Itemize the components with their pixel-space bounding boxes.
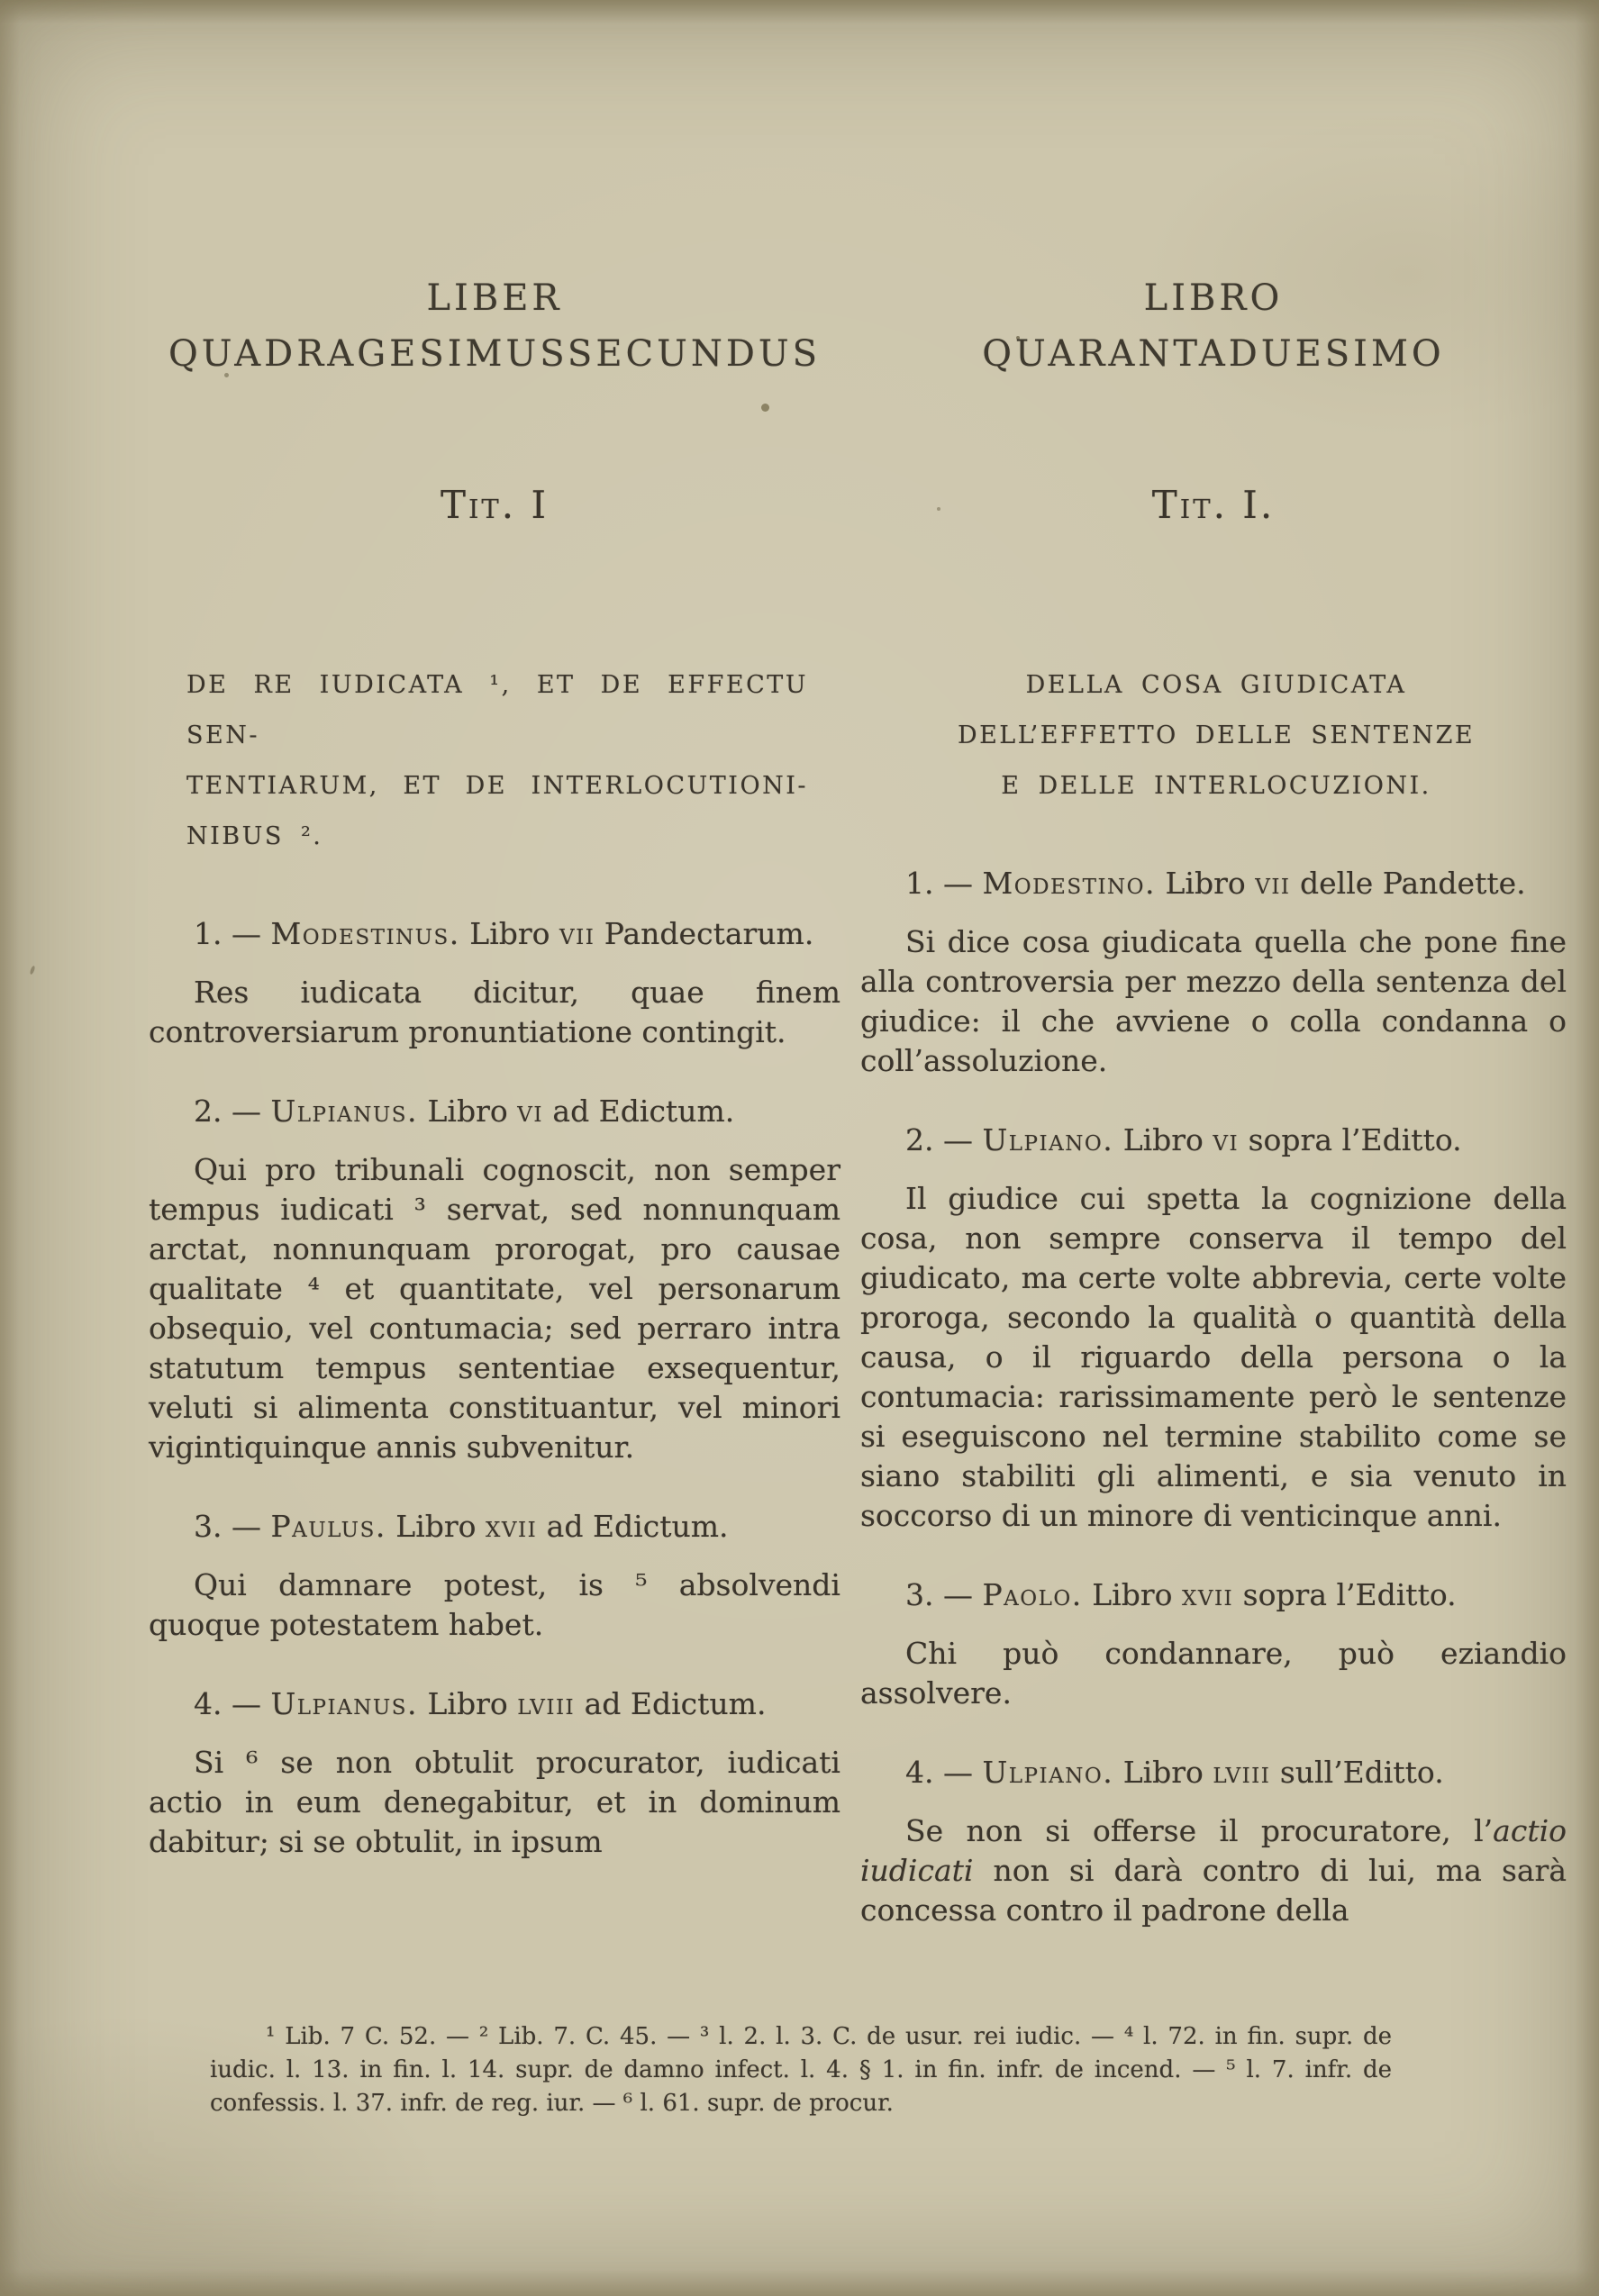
italian-section-3	[860, 1577, 1567, 1713]
section-head	[860, 1122, 1567, 1157]
section-body: Chi può condannare, può eziandio assolvere.	[860, 1636, 1567, 1711]
two-column-layout	[149, 270, 1567, 1972]
latin-section-4	[149, 1686, 840, 1862]
jurist-name: Paolo.	[982, 1577, 1083, 1612]
section-head-text: Libro	[1156, 866, 1256, 901]
section-head-text: sopra l’Editto.	[1239, 1122, 1462, 1157]
rubric-line: E DELLE INTERLOCUZIONI.	[1001, 772, 1431, 800]
book-title-line: LIBER	[426, 277, 563, 319]
italic-term: actio iudicati	[860, 1813, 1567, 1888]
section-head-text: Libro	[1082, 1577, 1182, 1612]
footnote-text: ¹ Lib. 7 C. 52. — ² Lib. 7. C. 45. — ³ l. 2. l. 3. C. de usur. rei iudic. — ⁴ l. 72. in fin. supr. de iudic. l. 13. in fin. l. 14. supr. de damno infect. l. 4. § 1. in fin. infr. de incend. — ⁵ l. 7. infr. de confessis. l. 37. infr. de reg. iur. — ⁶ l. 61. supr. de procur.	[210, 2023, 1392, 2117]
book-numeral: vii	[559, 916, 595, 951]
rubric-line: TENTIARUM, ET DE INTERLOCUTIONI-	[186, 772, 808, 800]
section-body: Si dice cosa giudicata quella che pone fine alla controversia per mezzo della sentenza del giudice: il che avviene o colla condanna o coll’assoluzione.	[860, 924, 1567, 1078]
book-title-line: QUADRAGESIMUSSECUNDUS	[168, 333, 822, 375]
rubric-latin	[186, 660, 808, 862]
section-head-text: Libro	[386, 1509, 486, 1544]
latin-column	[149, 270, 840, 1972]
rubric-line: DELLA COSA GIUDICATA	[1025, 671, 1407, 699]
jurist-name: Ulpianus.	[270, 1094, 418, 1129]
section-head-text: sopra l’Editto.	[1233, 1577, 1457, 1612]
latin-section-2	[149, 1094, 840, 1467]
body-text: non si darà contro di lui, ma sarà concessa contro il padrone della	[860, 1853, 1567, 1928]
rubric-line: NIBUS ².	[186, 822, 323, 850]
jurist-name: Modestino.	[982, 866, 1156, 901]
section-head	[860, 1577, 1567, 1612]
section-number: 2. —	[194, 1094, 271, 1129]
rubric-italian	[898, 660, 1534, 812]
section-head	[149, 1686, 840, 1721]
book-title-line: QUARANTADUESIMO	[982, 333, 1445, 375]
book-numeral: vi	[1213, 1122, 1240, 1157]
rubric-line: DELL’EFFETTO DELLE SENTENZE	[957, 721, 1476, 749]
rubric-line: DE RE IUDICATA ¹, ET DE EFFECTU SEN-	[186, 671, 808, 749]
paper-speck	[29, 966, 35, 976]
section-head-text: Libro	[1113, 1755, 1213, 1790]
section-number: 2. —	[905, 1122, 983, 1157]
section-head	[149, 1509, 840, 1544]
book-numeral: lviii	[517, 1686, 576, 1721]
italian-column	[860, 270, 1567, 1972]
section-number: 4. —	[905, 1755, 983, 1790]
italian-section-2	[860, 1122, 1567, 1536]
italian-section-1	[860, 866, 1567, 1081]
section-head-text: ad Edictum.	[537, 1509, 729, 1544]
italian-section-4	[860, 1755, 1567, 1930]
book-title-line: LIBRO	[1143, 277, 1284, 319]
footnotes	[210, 2020, 1392, 2120]
jurist-name: Paulus.	[270, 1509, 386, 1544]
jurist-name: Ulpianus.	[270, 1686, 418, 1721]
section-head	[860, 866, 1567, 901]
latin-section-1	[149, 916, 840, 1052]
section-body: Qui pro tribunali cognoscit, non semper tempus iudicati ³ servat, sed nonnunquam arctat, nonnunquam prorogat, pro causae qualitate ⁴ et quantitate, vel personarum obsequio, vel contumacia; sed perraro intra statutum tempus sententiae exsequentur, veluti si alimenta constituantur, vel minori vigintiquinque annis subvenitur.	[149, 1152, 840, 1465]
section-body: Si ⁶ se non obtulit procurator, iudicati actio in eum denegabitur, et in dominum dabitur; si se obtulit, in ipsum	[149, 1745, 840, 1859]
section-head-text: Libro	[417, 1686, 518, 1721]
jurist-name: Modestinus.	[270, 916, 460, 951]
section-head	[149, 1094, 840, 1129]
section-number: 3. —	[905, 1577, 983, 1612]
title-number-latin: Tit. I	[440, 483, 550, 527]
section-body	[860, 1811, 1567, 1930]
book-numeral: vi	[517, 1094, 543, 1129]
book-numeral: xvii	[486, 1509, 538, 1544]
jurist-name: Ulpiano.	[982, 1122, 1114, 1157]
section-body: Il giudice cui spetta la cognizione della cosa, non sempre conserva il tempo del giudicato, ma certe volte abbrevia, certe volte proroga, secondo la qualità o quantità della causa, o il riguardo della persona o la contumacia: rarissimamente però le sentenze si eseguiscono nel termine stabilito come se siano stabiliti gli alimenti, e sia venuto in soccorso di un minore di venticinque anni.	[860, 1181, 1567, 1533]
section-number: 4. —	[194, 1686, 271, 1721]
body-text: Se non si offerse il procuratore, l’	[905, 1813, 1494, 1848]
book-title-latin	[149, 270, 840, 382]
section-number: 3. —	[194, 1509, 271, 1544]
book-numeral: lviii	[1213, 1755, 1271, 1790]
title-number-italian: Tit. I.	[1151, 483, 1276, 527]
section-head-text: Libro	[1113, 1122, 1213, 1157]
jurist-name: Ulpiano.	[982, 1755, 1114, 1790]
latin-section-3	[149, 1509, 840, 1645]
section-head-text: sull’Editto.	[1270, 1755, 1444, 1790]
section-head	[149, 916, 840, 951]
section-number: 1. —	[905, 866, 983, 901]
section-head-text: ad Edictum.	[575, 1686, 767, 1721]
section-body: Qui damnare potest, is ⁵ absolvendi quoque potestatem habet.	[149, 1567, 840, 1642]
section-head-text: ad Edictum.	[542, 1094, 735, 1129]
section-head-text: delle Pandette.	[1290, 866, 1526, 901]
section-head-text: Pandectarum.	[595, 916, 814, 951]
book-numeral: vii	[1255, 866, 1291, 901]
book-numeral: xvii	[1181, 1577, 1234, 1612]
section-number: 1. —	[194, 916, 271, 951]
book-title-italian	[860, 270, 1567, 382]
section-head-text: Libro	[417, 1094, 518, 1129]
section-head	[860, 1755, 1567, 1790]
section-body: Res iudicata dicitur, quae finem controversiarum pronuntiatione contingit.	[149, 975, 840, 1049]
section-head-text: Libro	[459, 916, 560, 951]
